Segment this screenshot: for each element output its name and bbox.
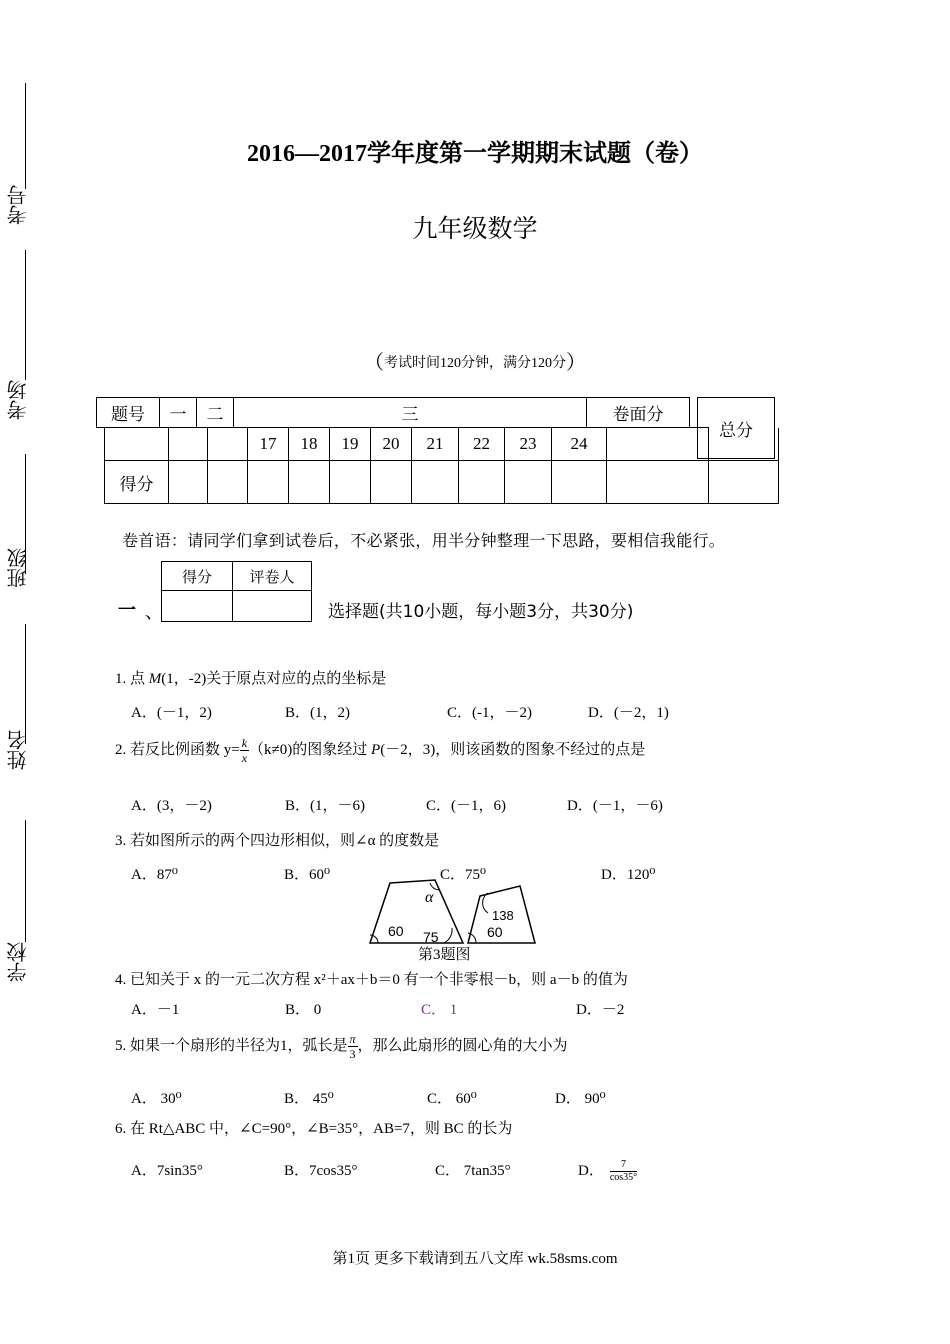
label-kaochang: 考场 [8, 380, 30, 420]
q6-option-c: C． 7tan35° [435, 1163, 511, 1179]
q5-option-b: B． 45⁰ [284, 1091, 334, 1107]
score-cell [552, 461, 607, 504]
cell-juanmian: 卷面分 [587, 398, 690, 428]
preface: 卷首语：请同学们拿到试卷后，不必紧张，用半分钟整理一下思路，要相信我能行。 [122, 533, 726, 550]
score-table-header [96, 397, 690, 428]
q-number: 21 [412, 428, 459, 461]
score-cell [459, 461, 505, 504]
q1-text-a: 1. 点 [115, 671, 149, 687]
q6-frac-num: 7 [610, 1159, 637, 1172]
q6-option-b: B．7cos35° [284, 1163, 358, 1179]
page-footer: 第1页 更多下载请到五八文库 wk.58sms.com [332, 1251, 618, 1267]
exam-info-text: 考试时间120分钟，满分120分 [384, 356, 566, 371]
small-defen: 得分 [162, 562, 233, 591]
q1-var: M [148, 671, 162, 687]
cell-san: 三 [234, 398, 587, 428]
score-cell [330, 461, 371, 504]
small-pingjuan: 评卷人 [233, 562, 312, 591]
q2-fraction [240, 736, 249, 765]
q5-text-a: 5. 如果一个扇形的半径为1，弧长是 [115, 1037, 348, 1054]
fig-angle-60a: 60 [388, 923, 404, 939]
quad-left [370, 880, 463, 943]
binding-line [25, 820, 26, 942]
q4-option-c: C． 1 [421, 1002, 458, 1018]
q3-option-b: B．60⁰ [284, 867, 331, 883]
question-2 [115, 736, 645, 765]
figure-caption: 第3题图 [418, 947, 471, 963]
q2-text-c: (－2，3)，则该函数的图象不经过的点是 [380, 741, 646, 758]
q2-option-a: A．(3，－2) [131, 798, 212, 814]
binding-line [25, 624, 26, 744]
q2-option-b: B．(1，－6) [285, 798, 365, 814]
score-cell [233, 591, 312, 622]
fig-angle-75: 75 [423, 929, 439, 945]
q6-option-d-label: D． [578, 1163, 604, 1179]
angle-arc [483, 893, 488, 913]
q3-option-d: D．120⁰ [601, 867, 656, 883]
section-score-box [161, 561, 312, 622]
q2-option-c: C．(－1，6) [426, 798, 506, 814]
cell-zongfen: 总分 [697, 397, 775, 459]
score-cell [607, 428, 709, 461]
q6-frac-den: cos35° [609, 1172, 638, 1184]
section-comma: 、 [145, 602, 163, 622]
q2-text-a: 2. 若反比例函数 y= [115, 741, 240, 758]
score-cell [505, 461, 552, 504]
q-number: 22 [459, 428, 505, 461]
section-number: 一 [118, 600, 136, 620]
q-number: 19 [330, 428, 371, 461]
q5-frac-num: π [349, 1032, 356, 1046]
label-xuexiao: 学校 [8, 942, 30, 982]
question-5 [115, 1032, 568, 1061]
score-cell [169, 428, 208, 461]
score-cell [371, 461, 412, 504]
score-cell [208, 428, 248, 461]
fig-angle-138: 138 [492, 908, 514, 923]
q5-text-b: ，那么此扇形的圆心角的大小为 [357, 1037, 568, 1054]
q1-text-b: (1，-2)关于原点对应的点的坐标是 [161, 671, 387, 687]
q5-option-c: C． 60⁰ [427, 1091, 477, 1107]
q1-option-c: C．(-1，－2) [447, 705, 532, 721]
section-title: 选择题(共10小题，每小题3分，共30分) [328, 602, 634, 622]
label-kaohao: 考号 [8, 185, 30, 225]
page-subtitle: 九年级数学 [412, 214, 538, 243]
q5-fraction [348, 1032, 358, 1061]
score-cell [169, 461, 208, 504]
q3-option-a: A．87⁰ [131, 867, 178, 883]
question-1 [115, 667, 386, 688]
score-table-body [104, 427, 779, 504]
row-defen: 得分 [105, 461, 169, 504]
q1-option-b: B．(1，2) [285, 705, 350, 721]
score-cell [709, 461, 779, 504]
score-cell [162, 591, 233, 622]
q2-text-b: （k≠0)的图象经过 [249, 741, 372, 758]
q-number: 24 [552, 428, 607, 461]
q5-option-a: A． 30⁰ [131, 1091, 182, 1107]
fig-angle-60b: 60 [487, 924, 503, 940]
score-cell [709, 428, 779, 461]
score-cell [607, 461, 709, 504]
cell-er: 二 [197, 398, 234, 428]
paren-close: ） [566, 352, 586, 374]
score-cell [412, 461, 459, 504]
label-xingming: 姓名 [8, 730, 30, 770]
q-number: 17 [248, 428, 289, 461]
q6-option-d [578, 1159, 637, 1184]
cell-tihao: 题号 [97, 398, 160, 428]
q-number: 23 [505, 428, 552, 461]
cell-yi: 一 [160, 398, 197, 428]
q2-frac-num: k [241, 736, 248, 750]
exam-info [0, 346, 950, 375]
q1-option-a: A．(－1，2) [131, 705, 212, 721]
score-cell [105, 428, 169, 461]
q5-option-d: D． 90⁰ [555, 1091, 606, 1107]
q2-option-d: D．(－1，－6) [567, 798, 663, 814]
score-cell [248, 461, 289, 504]
q2-var: P [371, 741, 381, 758]
question-3: 3. 若如图所示的两个四边形相似，则∠α 的度数是 [115, 833, 440, 849]
question-6: 6. 在 Rt△ABC 中，∠C=90°，∠B=35°，AB=7，则 BC 的长为 [115, 1121, 513, 1137]
q1-option-d: D．(－2，1) [588, 705, 669, 721]
angle-arc [444, 928, 452, 943]
page-title: 2016—2017学年度第一学期期末试题（卷） [247, 141, 703, 167]
q3-figure [360, 878, 545, 948]
q2-frac-den: x [241, 751, 248, 765]
question-4: 4. 已知关于 x 的一元二次方程 x²＋ax＋b＝0 有一个非零根－b，则 a－b 的值为 [115, 972, 628, 988]
fig-alpha: α [425, 889, 434, 906]
q6-option-a: A．7sin35° [131, 1163, 203, 1179]
q4-option-b: B． 0 [285, 1002, 322, 1018]
score-cell [289, 461, 330, 504]
q6-fraction [610, 1159, 637, 1184]
q-number: 18 [289, 428, 330, 461]
paren-open: （ [364, 352, 384, 374]
label-banji: 班级 [8, 548, 30, 588]
q5-frac-den: 3 [349, 1047, 356, 1061]
q3-option-c: C．75⁰ [440, 867, 487, 883]
q4-option-d: D．－2 [576, 1002, 625, 1018]
q4-option-a: A．－1 [131, 1002, 180, 1018]
score-cell [208, 461, 248, 504]
q-number: 20 [371, 428, 412, 461]
